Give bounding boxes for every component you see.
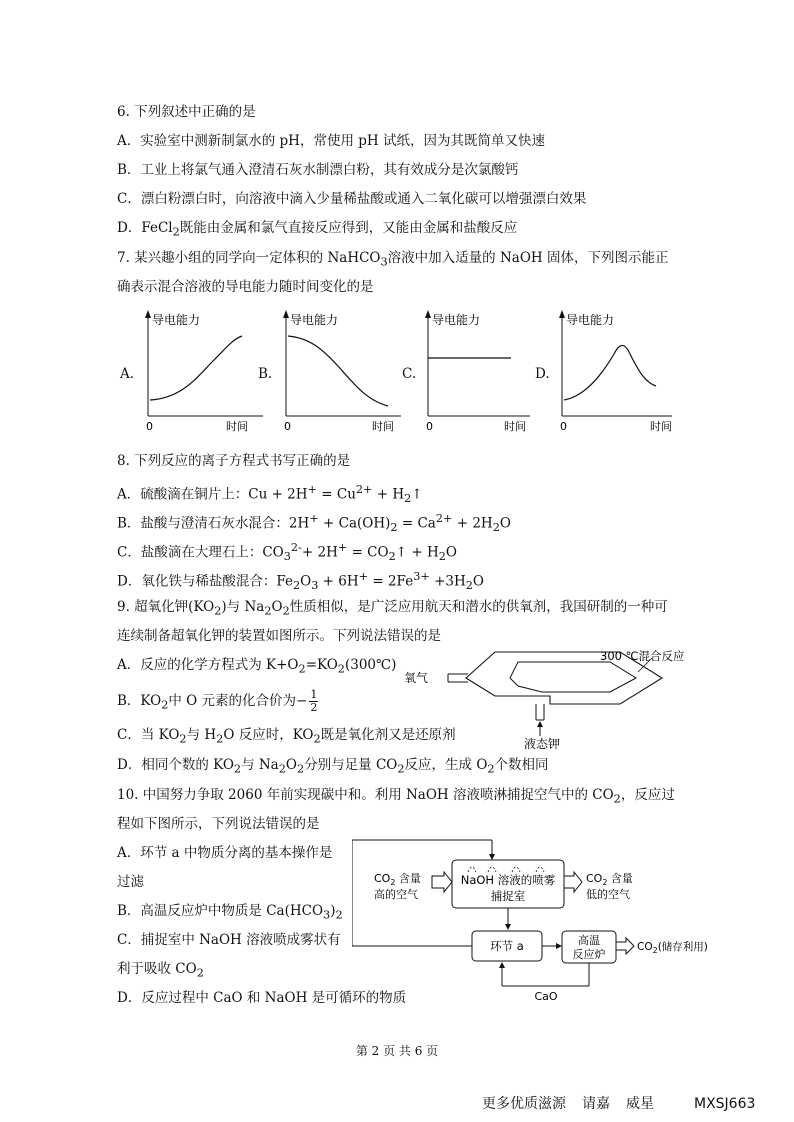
q10-left-line2: 高的空气 bbox=[374, 888, 418, 901]
q10-option-c-line2: 利于吸收 $CO_2$ bbox=[117, 961, 204, 980]
q6-option-a: A．实验室中测新制氯水的 pH，常使用 pH 试纸，因为其既简单又快速 bbox=[117, 133, 545, 149]
q7-graph-d-label: D. bbox=[535, 366, 550, 382]
q10-option-b: B．高温反应炉中物质是 $Ca(HCO_3)_2$ bbox=[117, 903, 343, 922]
q7-graph-c bbox=[418, 306, 548, 436]
q10-option-c-line1: C．捕捉室中 NaOH 溶液喷成雾状有 bbox=[117, 932, 341, 948]
q10-process-diagram bbox=[352, 836, 732, 1006]
q9-oxygen-label: 氧气 bbox=[404, 671, 429, 685]
q7-graph-c-ylabel: 导电能力 bbox=[432, 313, 481, 327]
q10-stem-line1: 10. 中国努力争取 2060 年前实现碳中和。利用 NaOH 溶液喷淋捕捉空气中的 $CO_2$，反应过 bbox=[117, 787, 675, 806]
page-footer: 第 2 页 共 6 页 bbox=[355, 1044, 439, 1058]
q6-option-d: D．FeCl$_2$既能由金属和氯气直接反应得到，又能由金属和盐酸反应 bbox=[117, 220, 518, 239]
q7-graph-c-xlabel: 时间 bbox=[504, 420, 526, 433]
watermark: 更多优质滋源 请嘉 威星 MXSJ663 bbox=[482, 1096, 756, 1112]
q9-reactor-diagram bbox=[400, 638, 700, 750]
q7-graph-b-xlabel: 时间 bbox=[372, 420, 394, 433]
q7-graph-b-ylabel: 导电能力 bbox=[290, 313, 339, 327]
svg-text:反应炉: 反应炉 bbox=[572, 948, 606, 961]
q7-graph-a-label: A. bbox=[120, 366, 135, 382]
svg-text:环节 a: 环节 a bbox=[490, 939, 524, 953]
q8-option-b: B．盐酸与澄清石灰水混合：$2H^+ + Ca(OH)_2 = Ca^{2+} + 2H_2O$ bbox=[117, 512, 511, 535]
q9-liquid-k-label: 液态钾 bbox=[524, 737, 561, 750]
q7-graph-a bbox=[138, 306, 268, 436]
q7-graph-b-curve bbox=[288, 336, 388, 406]
q7-graph-b-label: B. bbox=[258, 366, 273, 382]
q7-graph-a-origin: 0 bbox=[146, 420, 153, 433]
q9-reaction-label: 300 ℃混合反应 bbox=[600, 649, 685, 663]
q7-graph-d-origin: 0 bbox=[560, 420, 567, 433]
q10-output-label: $CO_2$(储存利用) bbox=[637, 941, 708, 955]
q10-option-d: D．反应过程中 CaO 和 NaOH 是可循环的物质 bbox=[117, 990, 407, 1006]
q9-option-c: C．当 $KO_2$与 $H_2O$ 反应时，$KO_2$既是氧化剂又是还原剂 bbox=[117, 727, 456, 746]
q10-stem-line2: 程如下图所示，下列说法错误的是 bbox=[117, 816, 320, 832]
q7-graph-d-ylabel: 导电能力 bbox=[566, 313, 615, 327]
q10-cao-label: CaO bbox=[534, 990, 558, 1003]
q7-graph-d-xlabel: 时间 bbox=[650, 420, 672, 433]
q6-option-b: B．工业上将氯气通入澄清石灰水制漂白粉，其有效成分是次氯酸钙 bbox=[117, 162, 519, 178]
q7-graph-d bbox=[552, 306, 682, 436]
q10-right-line1: $CO_2$ 含量 bbox=[586, 872, 633, 887]
q7-graph-b bbox=[276, 306, 406, 436]
q7-graph-c-origin: 0 bbox=[426, 420, 433, 433]
q7-graph-b-origin: 0 bbox=[284, 420, 291, 433]
q10-option-a-line2: 过滤 bbox=[117, 874, 144, 890]
q8-option-c: C．盐酸滴在大理石上：$CO_3^{2-}+ 2H^+$ = $CO_2↑ + H_2O$ bbox=[117, 541, 457, 564]
q10-option-a-line1: A．环节 a 中物质分离的基本操作是 bbox=[117, 845, 333, 861]
q10-left-line1: $CO_2$ 含量 bbox=[374, 872, 421, 887]
q10-chamber-line1: NaOH 溶液的喷雾 bbox=[460, 873, 556, 887]
q7-graph-a-ylabel: 导电能力 bbox=[152, 313, 201, 327]
q10-chamber-line2: 捕捉室 bbox=[490, 889, 526, 903]
q7-graph-d-curve bbox=[564, 345, 656, 400]
q9-fraction: $\frac{1}{2}$ bbox=[310, 688, 318, 714]
q7-stem-line2: 确表示混合溶液的导电能力随时间变化的是 bbox=[117, 279, 374, 295]
q7-graph-a-xlabel: 时间 bbox=[226, 420, 248, 433]
q8-stem: 8. 下列反应的离子方程式书写正确的是 bbox=[117, 453, 351, 469]
q8-option-a: A．硫酸滴在铜片上：$Cu + 2H^+ = Cu^{2+}$ + $H_2↑$ bbox=[117, 483, 423, 506]
q8-option-d: D．氧化铁与稀盐酸混合：$Fe_2O_3 + 6H^+ = 2Fe^{3+} +3H_2O$ bbox=[117, 570, 484, 593]
q7-graph-c-label: C. bbox=[402, 366, 417, 382]
q6-option-c: C．漂白粉漂白时，向溶液中滴入少量稀盐酸或通入二氧化碳可以增强漂白效果 bbox=[117, 191, 587, 207]
q10-right-line2: 低的空气 bbox=[586, 888, 630, 901]
q9-stem-line2: 连续制备超氧化钾的装置如图所示。下列说法错误的是 bbox=[117, 628, 441, 644]
svg-text:高温: 高温 bbox=[578, 934, 600, 947]
q6-stem: 6. 下列叙述中正确的是 bbox=[117, 104, 256, 120]
q9-option-b: B．$KO_2$中 O 元素的化合价为− $\frac{1}{2}$ bbox=[117, 688, 318, 714]
q9-option-a: A．反应的化学方程式为 $K+O_2=KO_2(300℃)$ bbox=[117, 657, 397, 676]
q9-option-d: D．相同个数的 $KO_2$与 $Na_2O_2$分别与足量 $CO_2$反应，生成 $O_2$个数相同 bbox=[117, 757, 549, 776]
q7-stem-line1: 7. 某兴趣小组的同学向一定体积的 NaHCO$_3$溶液中加入适量的 NaOH 固体，下列图示能正 bbox=[117, 250, 669, 269]
q7-graph-a-curve bbox=[150, 336, 242, 400]
q9-stem-line1: 9. 超氧化钾$(KO_2)$与 $Na_2O_2$性质相似，是广泛应用航天和潜水的供氧剂，我国研制的一种可 bbox=[117, 599, 668, 618]
